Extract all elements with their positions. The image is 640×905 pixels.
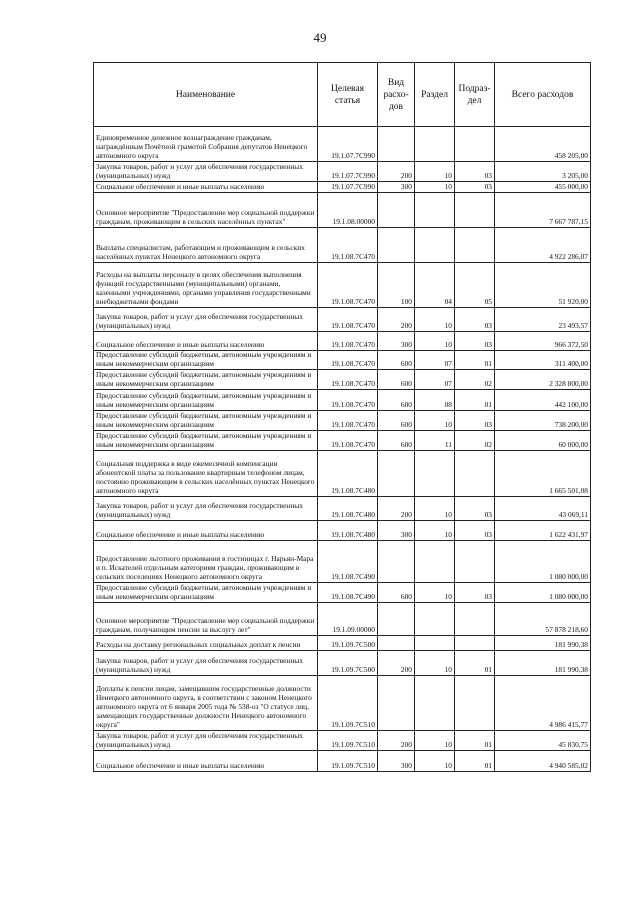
cell-name: Социальное обеспечение и иные выплаты населению	[94, 751, 318, 772]
table-row	[94, 162, 591, 182]
page-number: 49	[313, 30, 327, 45]
cell-total: 2 328 800,00	[495, 370, 591, 390]
cell-podrazdel: 03	[455, 583, 495, 603]
table-row	[94, 651, 591, 676]
cell-total: 60 000,00	[495, 431, 591, 451]
cell-podrazdel: 02	[455, 431, 495, 451]
cell-razdel: 04	[415, 263, 455, 308]
cell-code: 19.1.08.7С480	[318, 451, 378, 497]
table-row	[94, 370, 591, 390]
table-row	[94, 308, 591, 332]
cell-vid	[378, 451, 415, 497]
table-body	[94, 127, 591, 772]
cell-code: 19.1.08.7С470	[318, 228, 378, 263]
cell-code: 19.1.08.7С470	[318, 308, 378, 332]
header-code: Целевая статья	[318, 63, 378, 127]
cell-podrazdel: 05	[455, 263, 495, 308]
cell-vid: 300	[378, 332, 415, 351]
cell-total: 1 080 000,00	[495, 541, 591, 583]
cell-podrazdel	[455, 451, 495, 497]
cell-total: 738 200,00	[495, 411, 591, 431]
cell-vid: 600	[378, 411, 415, 431]
cell-podrazdel: 03	[455, 497, 495, 521]
cell-vid: 200	[378, 731, 415, 751]
cell-code: 19.1.07.7С990	[318, 127, 378, 162]
cell-vid: 200	[378, 308, 415, 332]
table-row	[94, 603, 591, 636]
cell-vid	[378, 193, 415, 228]
cell-razdel	[415, 603, 455, 636]
table-row	[94, 497, 591, 521]
table-row	[94, 521, 591, 541]
cell-razdel	[415, 676, 455, 731]
cell-total: 966 372,50	[495, 332, 591, 351]
cell-code: 19.1.08.7С470	[318, 431, 378, 451]
table-row	[94, 431, 591, 451]
table-row	[94, 583, 591, 603]
cell-code: 19.1.09.7С510	[318, 751, 378, 772]
cell-vid: 600	[378, 370, 415, 390]
cell-code: 19.1.09.7С500	[318, 636, 378, 651]
cell-total: 1 080 000,00	[495, 583, 591, 603]
cell-razdel: 10	[415, 583, 455, 603]
header-name: Наименование	[94, 63, 318, 127]
cell-code: 19.1.08.7С490	[318, 583, 378, 603]
cell-razdel	[415, 451, 455, 497]
cell-code: 19.1.08.7С470	[318, 263, 378, 308]
table-row	[94, 676, 591, 731]
table-row	[94, 351, 591, 370]
cell-razdel: 10	[415, 521, 455, 541]
cell-podrazdel: 03	[455, 308, 495, 332]
cell-vid	[378, 603, 415, 636]
cell-name: Закупка товаров, работ и услуг для обеспечения государственных (муниципальных) нужд	[94, 162, 318, 182]
header-vid: Вид расхо-дов	[378, 63, 415, 127]
cell-name: Закупка товаров, работ и услуг для обеспечения государственных (муниципальных) нужд	[94, 731, 318, 751]
cell-name: Предоставление субсидий бюджетным, автономным учреждениям и иным некоммерческим организациям	[94, 431, 318, 451]
cell-podrazdel: 01	[455, 731, 495, 751]
cell-razdel	[415, 541, 455, 583]
cell-name: Расходы на выплаты персоналу в целях обеспечения выполнения функций государственными (муниципальными) органами, казенными учреждениями, органами управления государственными внебюджетными фондами	[94, 263, 318, 308]
cell-total: 181 990,38	[495, 651, 591, 676]
cell-razdel: 10	[415, 182, 455, 193]
cell-vid: 600	[378, 431, 415, 451]
cell-razdel: 10	[415, 332, 455, 351]
cell-podrazdel: 01	[455, 351, 495, 370]
cell-code: 19.1.08.7С490	[318, 541, 378, 583]
cell-name: Единовременное денежное вознаграждение гражданам, награждённым Почётной грамотой Собрания депутатов Ненецкого автономного округа	[94, 127, 318, 162]
cell-razdel: 10	[415, 162, 455, 182]
cell-name: Закупка товаров, работ и услуг для обеспечения государственных (муниципальных) нужд	[94, 497, 318, 521]
cell-razdel: 11	[415, 431, 455, 451]
cell-total: 4 922 286,07	[495, 228, 591, 263]
cell-razdel: 10	[415, 308, 455, 332]
cell-podrazdel	[455, 636, 495, 651]
cell-code: 19.1.08.7С470	[318, 351, 378, 370]
cell-code: 19.1.09.7С500	[318, 651, 378, 676]
cell-code: 19.1.09.7С510	[318, 676, 378, 731]
cell-podrazdel	[455, 541, 495, 583]
cell-code: 19.1.08.7С470	[318, 411, 378, 431]
table-row	[94, 390, 591, 411]
cell-code: 19.1.09.00000	[318, 603, 378, 636]
cell-vid	[378, 676, 415, 731]
cell-razdel: 07	[415, 370, 455, 390]
cell-total: 442 100,00	[495, 390, 591, 411]
cell-podrazdel: 03	[455, 182, 495, 193]
cell-name: Предоставление субсидий бюджетным, автономным учреждениям и иным некоммерческим организациям	[94, 370, 318, 390]
cell-name: Выплаты специалистам, работающим и проживающим в сельских населённых пунктах Ненецкого автономного округа	[94, 228, 318, 263]
cell-name: Расходы на доставку региональных социальных доплат к пенсии	[94, 636, 318, 651]
cell-name: Предоставление льготного проживания в гостиницах г. Нарьян-Мара и п. Искателей отдельным категориям граждан, проживающим в сельских поселениях Ненецкого автономного округа	[94, 541, 318, 583]
cell-razdel: 10	[415, 411, 455, 431]
cell-razdel	[415, 228, 455, 263]
header-total: Всего расходов	[495, 63, 591, 127]
header-razdel: Раздел	[415, 63, 455, 127]
cell-total: 45 830,75	[495, 731, 591, 751]
cell-vid: 600	[378, 583, 415, 603]
cell-vid: 200	[378, 497, 415, 521]
cell-podrazdel: 03	[455, 332, 495, 351]
table-row	[94, 193, 591, 228]
table-row	[94, 636, 591, 651]
table-row	[94, 541, 591, 583]
cell-vid	[378, 636, 415, 651]
cell-code: 19.1.08.00000	[318, 193, 378, 228]
cell-name: Социальная поддержка в виде ежемесячной компенсации абонентской платы за пользование квартирным телефоном лицам, постоянно проживающим в сельских населённых пунктах Ненецкого автономного округа	[94, 451, 318, 497]
cell-razdel: 10	[415, 497, 455, 521]
cell-total: 4 940 585,02	[495, 751, 591, 772]
cell-total: 23 493,57	[495, 308, 591, 332]
cell-code: 19.1.07.7С990	[318, 162, 378, 182]
table-row	[94, 731, 591, 751]
cell-total: 3 205,00	[495, 162, 591, 182]
cell-vid: 300	[378, 521, 415, 541]
cell-name: Предоставление субсидий бюджетным, автономным учреждениям и иным некоммерческим организациям	[94, 390, 318, 411]
cell-podrazdel: 02	[455, 370, 495, 390]
cell-total: 43 069,11	[495, 497, 591, 521]
cell-name: Закупка товаров, работ и услуг для обеспечения государственных (муниципальных) нужд	[94, 651, 318, 676]
table-row	[94, 751, 591, 772]
cell-razdel: 10	[415, 751, 455, 772]
cell-total: 7 667 787,15	[495, 193, 591, 228]
cell-podrazdel	[455, 127, 495, 162]
cell-total: 311 400,00	[495, 351, 591, 370]
cell-vid	[378, 541, 415, 583]
cell-total: 57 878 218,60	[495, 603, 591, 636]
cell-vid: 600	[378, 351, 415, 370]
cell-podrazdel: 01	[455, 751, 495, 772]
table-row	[94, 332, 591, 351]
cell-code: 19.1.08.7С480	[318, 521, 378, 541]
table-row	[94, 127, 591, 162]
cell-podrazdel: 03	[455, 521, 495, 541]
cell-total: 4 986 415,77	[495, 676, 591, 731]
table-header-row	[94, 63, 591, 127]
cell-razdel	[415, 636, 455, 651]
cell-razdel: 08	[415, 390, 455, 411]
cell-code: 19.1.08.7С470	[318, 390, 378, 411]
cell-name: Предоставление субсидий бюджетным, автономным учреждениям и иным некоммерческим организациям	[94, 411, 318, 431]
cell-vid: 100	[378, 263, 415, 308]
cell-code: 19.1.08.7С470	[318, 370, 378, 390]
cell-name: Предоставление субсидий бюджетным, автономным учреждениям и иным некоммерческим организациям	[94, 351, 318, 370]
cell-name: Закупка товаров, работ и услуг для обеспечения государственных (муниципальных) нужд	[94, 308, 318, 332]
cell-podrazdel: 01	[455, 651, 495, 676]
budget-table	[93, 62, 591, 772]
cell-name: Основное мероприятие "Предоставление мер социальной поддержки гражданам, проживающим в сельских населённых пунктах"	[94, 193, 318, 228]
cell-vid: 300	[378, 182, 415, 193]
cell-code: 19.1.08.7С470	[318, 332, 378, 351]
cell-razdel	[415, 127, 455, 162]
cell-name: Основное мероприятие "Предоставление мер социальной поддержки гражданам, получающим пенсии за выслугу лет"	[94, 603, 318, 636]
cell-vid: 300	[378, 751, 415, 772]
table-row	[94, 228, 591, 263]
cell-vid: 200	[378, 162, 415, 182]
cell-name: Социальное обеспечение и иные выплаты населению	[94, 182, 318, 193]
cell-podrazdel	[455, 676, 495, 731]
table-row	[94, 182, 591, 193]
cell-name: Социальное обеспечение и иные выплаты населению	[94, 521, 318, 541]
cell-podrazdel	[455, 603, 495, 636]
table-row	[94, 263, 591, 308]
cell-name: Социальное обеспечение и иные выплаты населению	[94, 332, 318, 351]
cell-podrazdel	[455, 228, 495, 263]
header-podrazdel: Подраз-дел	[455, 63, 495, 127]
cell-vid	[378, 127, 415, 162]
cell-total: 1 665 501,08	[495, 451, 591, 497]
cell-vid: 200	[378, 651, 415, 676]
cell-razdel: 07	[415, 351, 455, 370]
cell-code: 19.1.08.7С480	[318, 497, 378, 521]
cell-razdel: 10	[415, 731, 455, 751]
cell-podrazdel	[455, 193, 495, 228]
cell-total: 455 000,00	[495, 182, 591, 193]
cell-razdel: 10	[415, 651, 455, 676]
cell-razdel	[415, 193, 455, 228]
cell-total: 1 622 431,97	[495, 521, 591, 541]
cell-total: 458 205,00	[495, 127, 591, 162]
cell-total: 181 990,38	[495, 636, 591, 651]
cell-podrazdel: 03	[455, 411, 495, 431]
cell-vid: 600	[378, 390, 415, 411]
cell-code: 19.1.09.7С510	[318, 731, 378, 751]
cell-name: Предоставление субсидий бюджетным, автономным учреждениям и иным некоммерческим организациям	[94, 583, 318, 603]
cell-vid	[378, 228, 415, 263]
cell-code: 19.1.07.7С990	[318, 182, 378, 193]
cell-total: 51 920,00	[495, 263, 591, 308]
cell-podrazdel: 03	[455, 162, 495, 182]
table-row	[94, 411, 591, 431]
cell-podrazdel: 01	[455, 390, 495, 411]
table-row	[94, 451, 591, 497]
cell-name: Доплаты к пенсии лицам, замещавшим государственные должности Ненецкого автономного округа, в соответствии с законом Ненецкого автономного округа от 6 января 2005 года № 538-оз "О статусе лиц, замещающих государственные должности Ненецкого автономного округа"	[94, 676, 318, 731]
